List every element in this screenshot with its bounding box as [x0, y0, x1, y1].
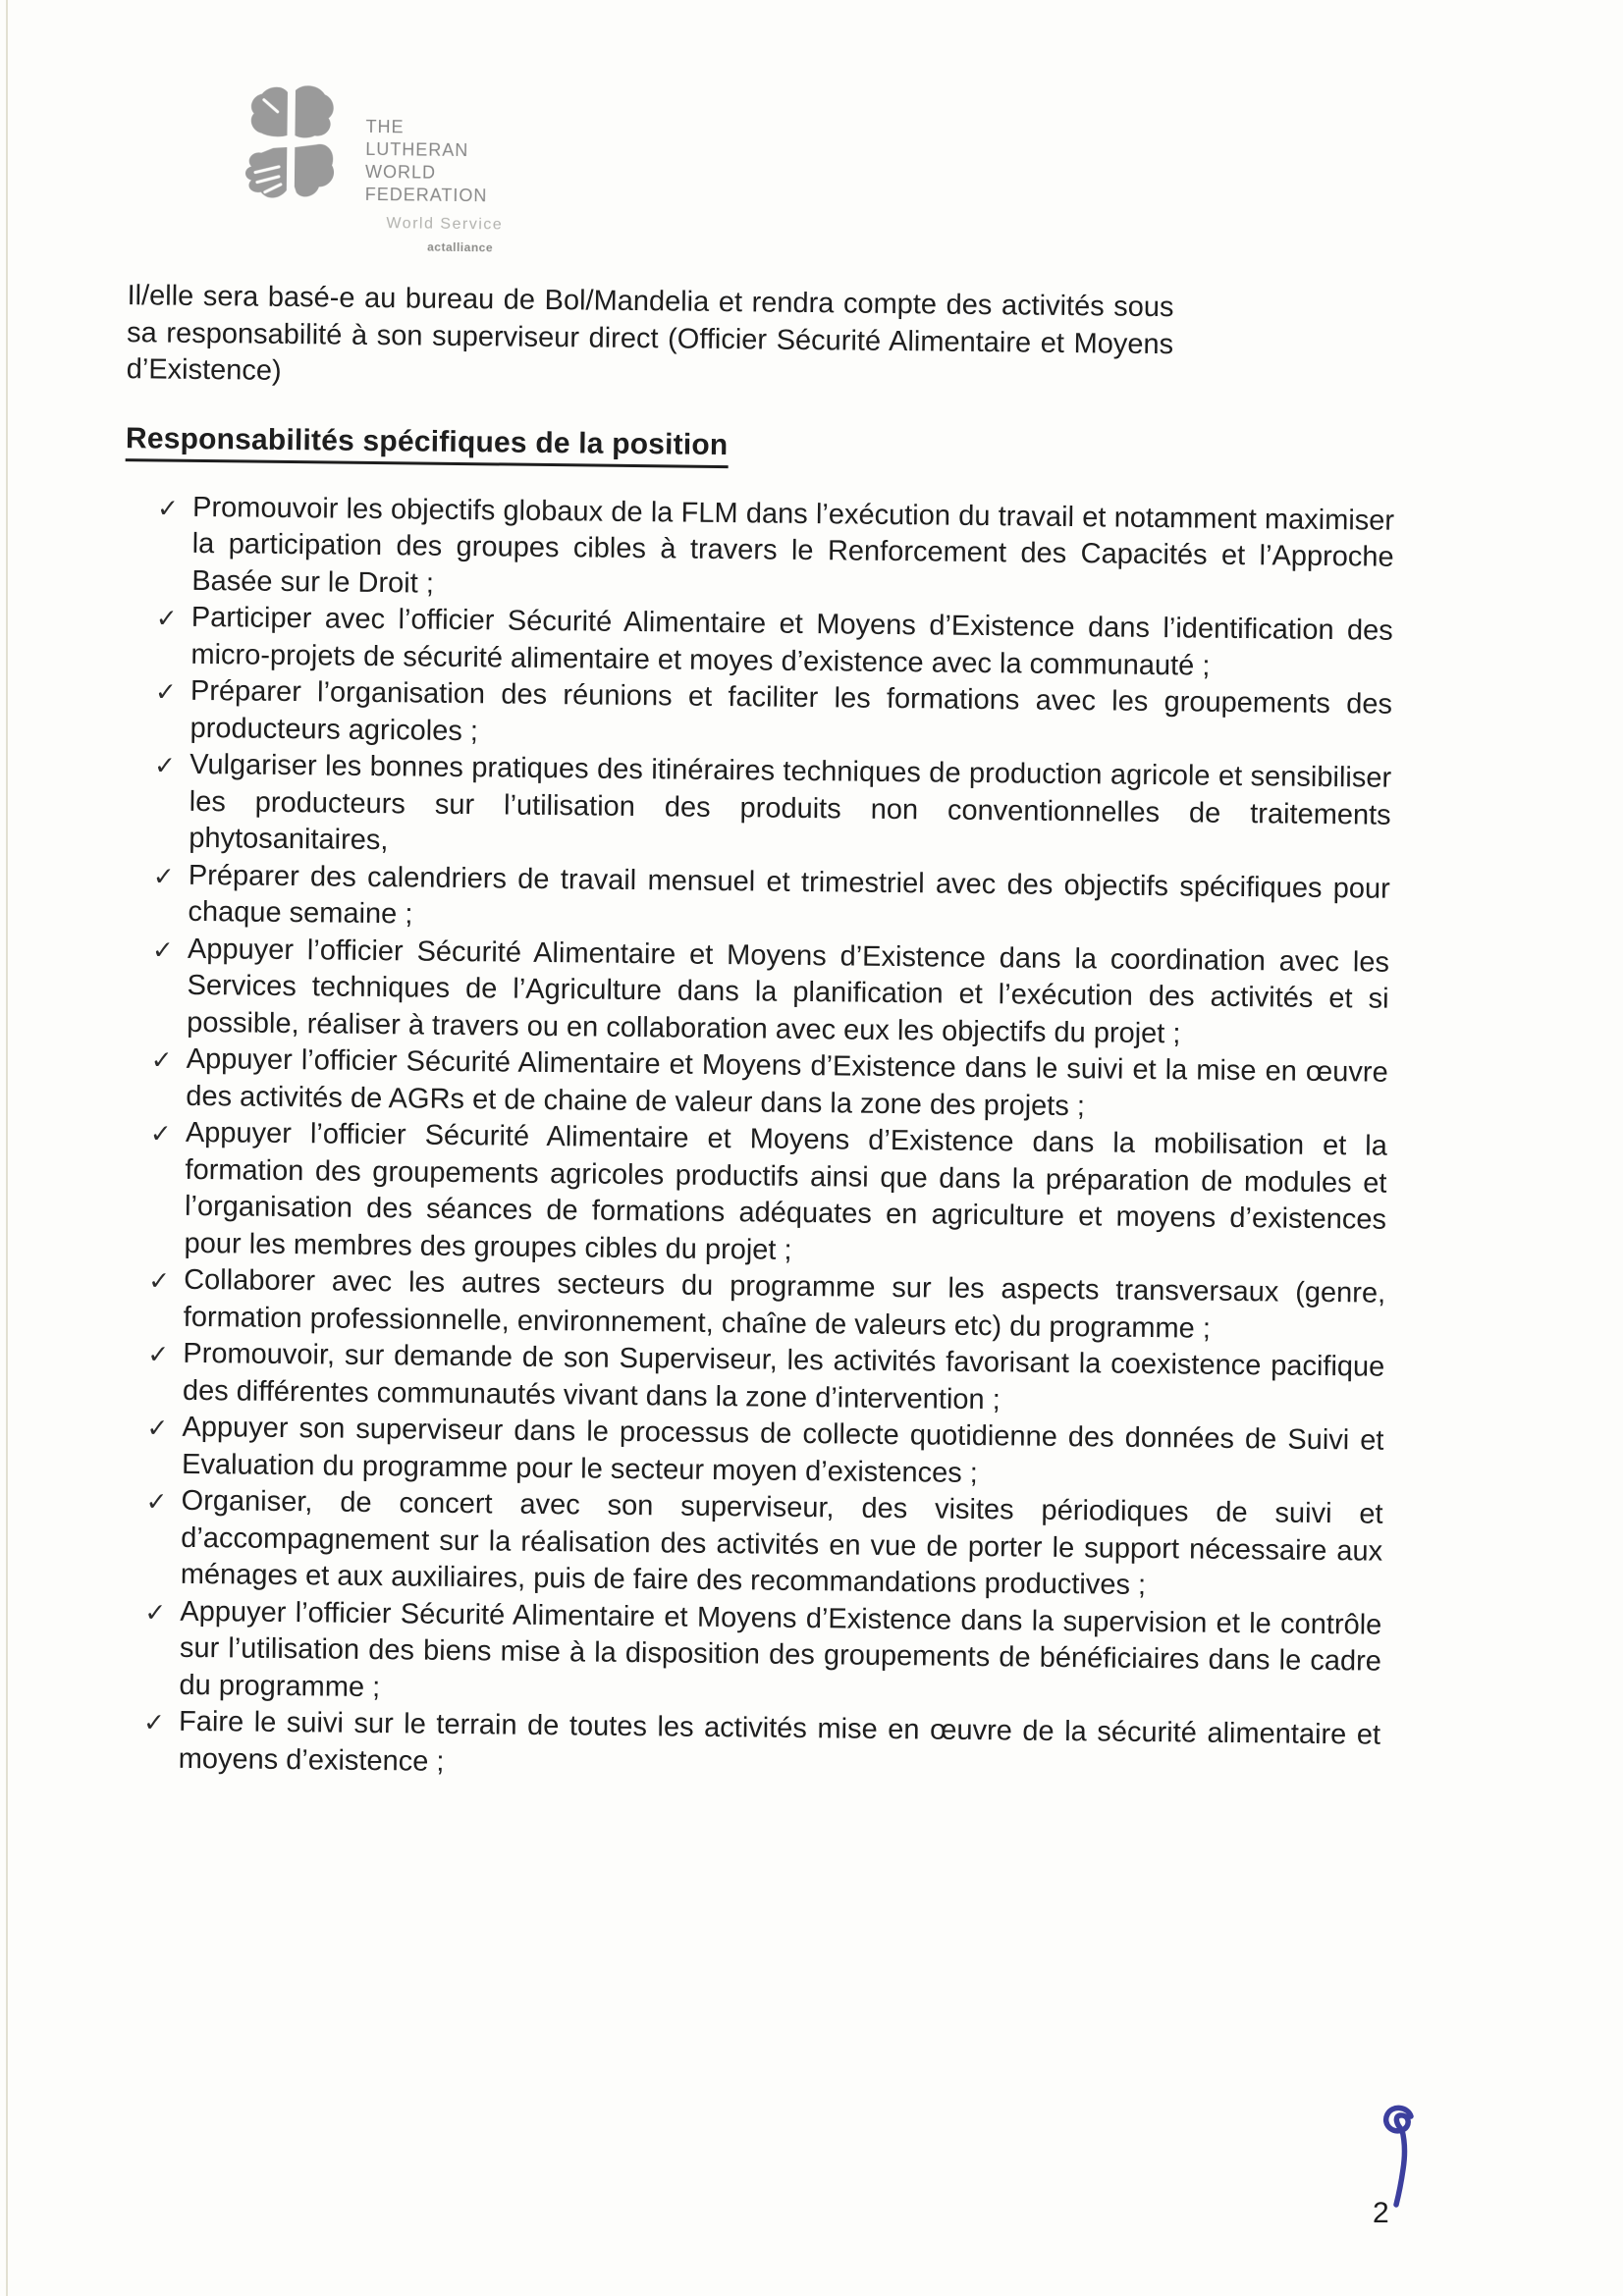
logo-world-service-label: World Service: [386, 215, 504, 234]
logo-org-line: LUTHERAN: [365, 138, 469, 161]
checkmark-icon: ✓: [148, 1265, 171, 1296]
list-item-text: Collaborer avec les autres secteurs du programme sur les aspects transversaux (genre, formation professionnelle, environnement, chaîne de valeurs etc) du programme ;: [183, 1263, 1386, 1345]
list-item: [150, 1261, 1386, 1349]
list-item-text: Faire le suivi sur le terrain de toutes les activités mise en œuvre de la sécurité alimentaire et moyens d’existence ;: [178, 1705, 1381, 1778]
logo-text-block: [364, 116, 504, 255]
section-heading: [126, 422, 1397, 476]
checkmark-icon: ✓: [153, 750, 177, 780]
list-item: [148, 1409, 1384, 1496]
list-item-text: Vulgariser les bonnes pratiques des itinéraires techniques de production agricole et sensibiliser les producteurs sur l’utilisation des produits non conventionnelles de traitements phytosanitaires,: [189, 748, 1392, 857]
logo-org-line: FEDERATION: [364, 184, 488, 206]
list-item: [147, 1482, 1383, 1607]
checkmark-icon: ✓: [146, 1413, 169, 1443]
checkmark-icon: ✓: [145, 1486, 168, 1517]
logo-org-line: WORLD: [364, 161, 437, 183]
lwf-emblem-icon: [243, 81, 339, 204]
intro-paragraph: Il/elle sera basé-e au bureau de Bol/Mandelia et rendra compte des activités sous sa responsabilité à son superviseur direct (Officier Sécurité Alimentaire et Moyens d’Existence): [126, 280, 1174, 387]
checkmark-icon: ✓: [150, 1044, 173, 1075]
list-item-text: Organiser, de concert avec son superviseur, des visites périodiques de suivi et d’accompagnement sur la réalisation des activités en vue de porter le support nécessaire aux ménages et aux auxiliaires, puis de faire des recommandations productives ;: [180, 1484, 1383, 1601]
list-item: [158, 489, 1394, 614]
list-item-text: Participer avec l’officier Sécurité Alimentaire et Moyens d’Existence dans l’identification des micro-projets de sécurité alimentaire et moyes d’existence avec la communauté ;: [190, 601, 1393, 682]
list-item-text: Appuyer son superviseur dans le processus de collecte quotidienne des données de Suivi et Evaluation du programme pour le secteur moyen d’existences ;: [181, 1411, 1384, 1489]
list-item: [156, 673, 1392, 761]
list-item-text: Promouvoir les objectifs globaux de la FLM dans l’exécution du travail et notamment maximiser la participation des groupes cibles à travers le Renforcement des Capacités et l’Approche Basée sur le Droit ;: [191, 491, 1395, 600]
list-item: [154, 857, 1390, 944]
page-content: [110, 80, 1401, 1791]
lwf-logo: [243, 81, 1401, 264]
list-item: [157, 600, 1393, 687]
checkmark-icon: ✓: [151, 934, 174, 965]
checkmark-icon: ✓: [144, 1596, 167, 1628]
page-number: 2: [1373, 2197, 1389, 2229]
list-item: [155, 746, 1391, 871]
logo-org-line: THE: [365, 116, 405, 137]
checkmark-icon: ✓: [152, 860, 175, 891]
checkmark-icon: ✓: [147, 1339, 170, 1369]
list-item-text: Préparer l’organisation des réunions et faciliter les formations avec les groupements des producteurs agricoles ;: [189, 674, 1393, 747]
list-item: [152, 1041, 1388, 1128]
checkmark-icon: ✓: [142, 1707, 166, 1737]
act-alliance-mark: actalliance: [427, 240, 494, 255]
list-item-text: Appuyer l’officier Sécurité Alimentaire et Moyens d’Existence dans la coordination avec les Services techniques de l’Agriculture dans la planification et l’exécution des activités et si possible, réaliser à travers ou en collaboration avec eux les objectifs du projet ;: [187, 933, 1390, 1049]
checkmark-icon: ✓: [149, 1118, 172, 1148]
logo-org-name: [365, 116, 505, 208]
checkmark-icon: ✓: [154, 676, 177, 707]
list-item: [145, 1593, 1381, 1718]
list-item: [150, 1114, 1387, 1275]
list-item-text: Appuyer l’officier Sécurité Alimentaire et Moyens d’Existence dans la mobilisation et la formation des groupements agricoles productifs ainsi que dans la préparation de modules et l’organisation des séances de formations adéquates en agriculture et moyens d’existences pour les membres des groupes cibles du projet ;: [184, 1116, 1388, 1266]
section-heading-text: Responsabilités spécifiques de la position: [126, 422, 729, 468]
list-item-text: Préparer des calendriers de travail mensuel et trimestriel avec des objectifs spécifiques pour chaque semaine ;: [188, 859, 1390, 931]
list-item-text: Appuyer l’officier Sécurité Alimentaire et Moyens d’Existence dans la supervision et le contrôle sur l’utilisation des biens mise à la disposition des groupements de bénéficiaires dans le cadre du programme ;: [179, 1595, 1382, 1703]
checkmark-icon: ✓: [156, 492, 180, 523]
checkmark-icon: ✓: [155, 603, 178, 633]
responsibilities-list: [144, 489, 1394, 1791]
list-item-text: Promouvoir, sur demande de son Superviseur, les activités favorisant la coexistence pacifique des différentes communautés vivant dans la zone d’intervention ;: [182, 1337, 1385, 1415]
list-item: [144, 1703, 1380, 1790]
list-item-text: Appuyer l’officier Sécurité Alimentaire et Moyens d’Existence dans le suivi et la mise en œuvre des activités de AGRs et de chaine de valeur dans la zone des projets ;: [186, 1042, 1388, 1122]
list-item: [153, 931, 1389, 1055]
list-item: [149, 1335, 1385, 1422]
